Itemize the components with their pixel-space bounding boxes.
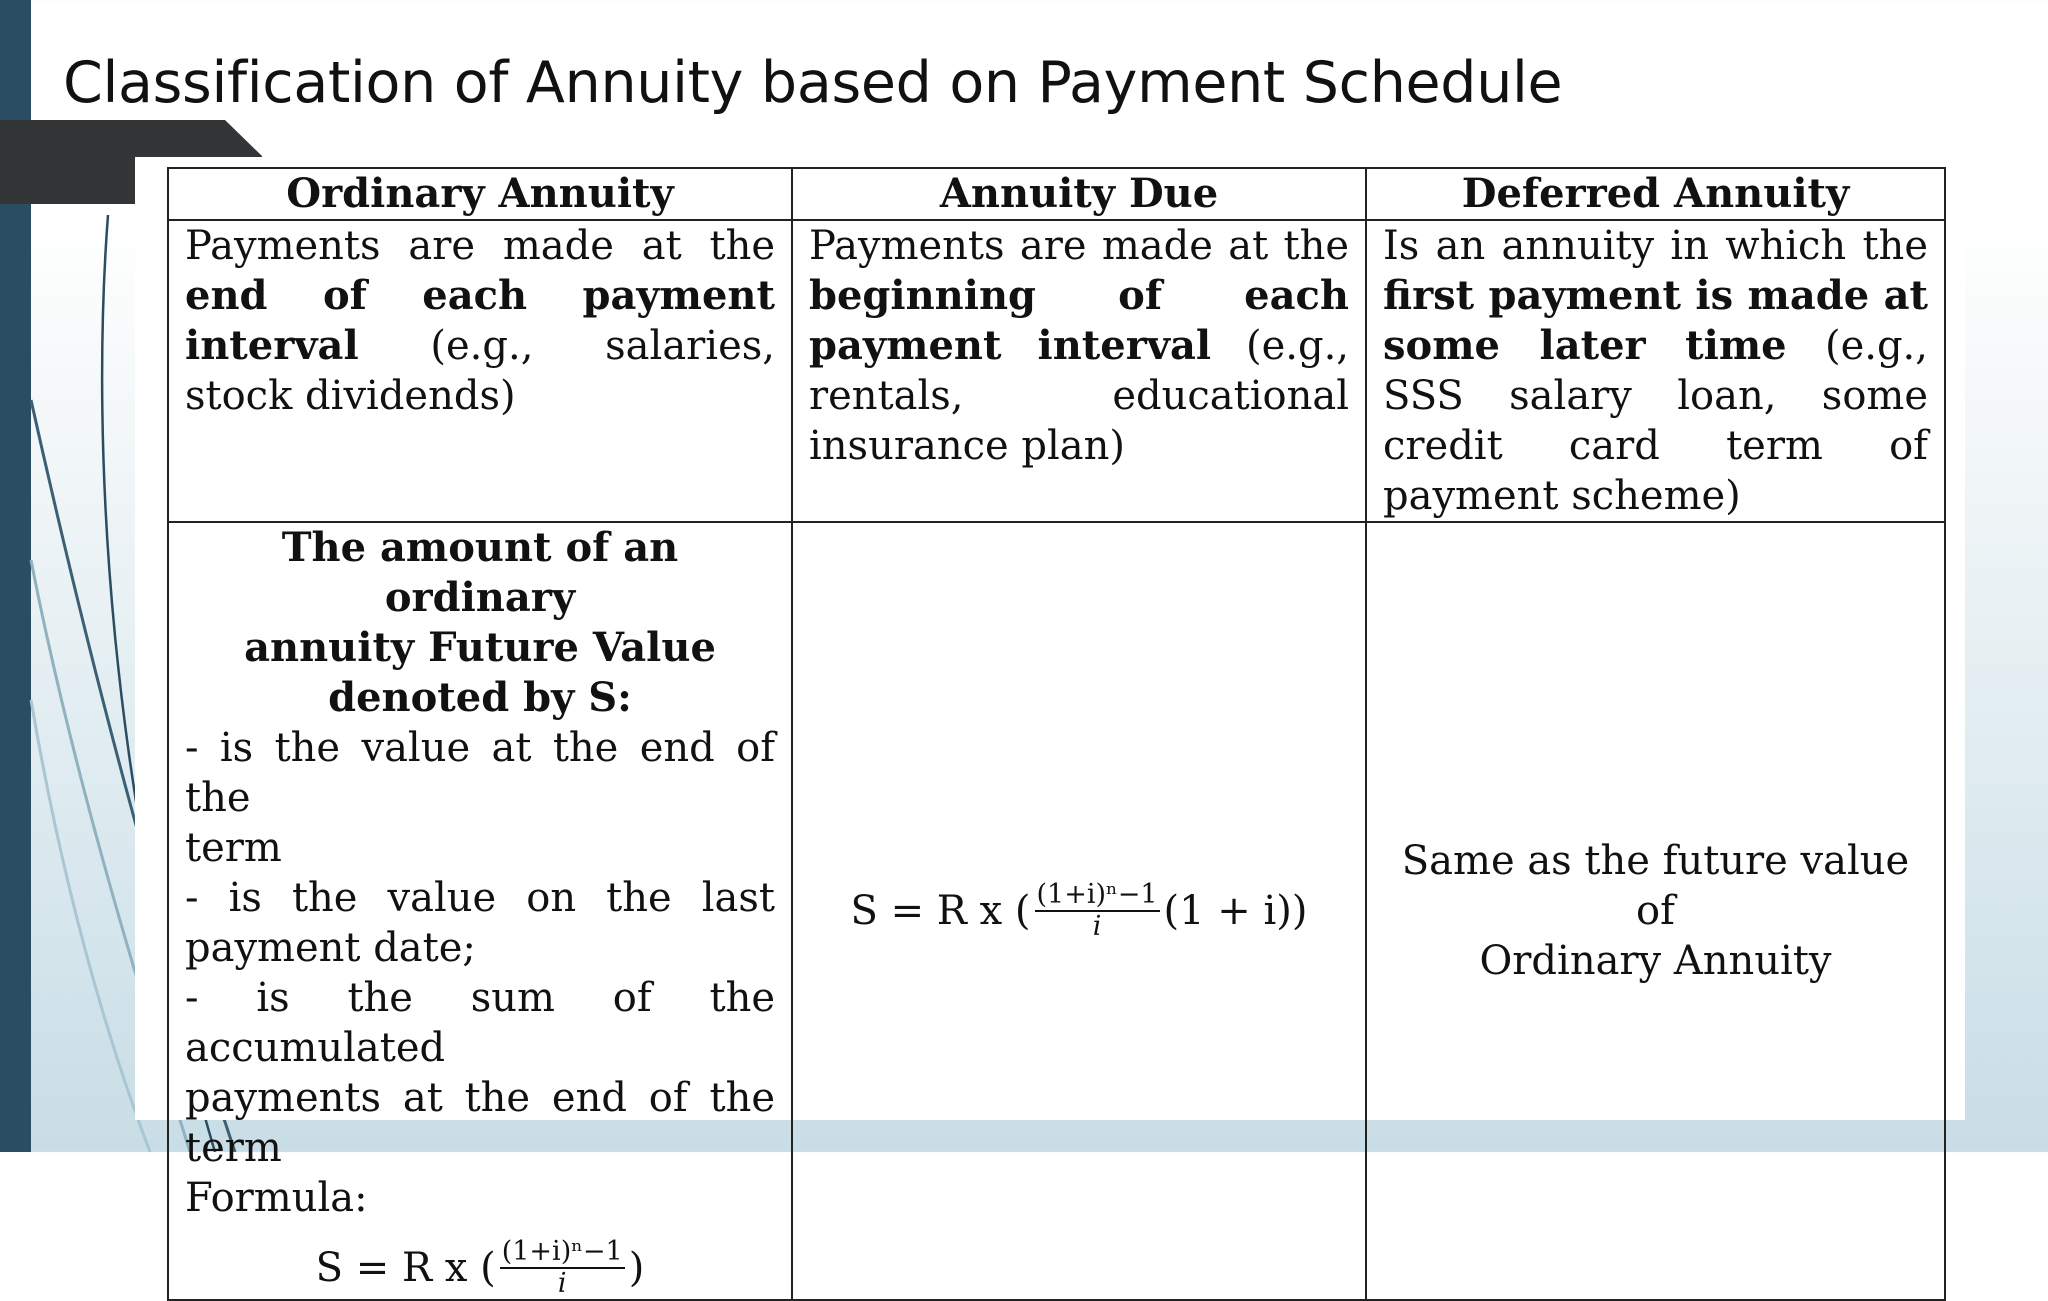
deferred-note-line: Ordinary Annuity [1479, 938, 1832, 984]
formula-numerator: (1+i)ⁿ−1 [501, 1236, 623, 1267]
deferred-definition-cell [1366, 220, 1945, 522]
deferred-future-value-cell [1366, 522, 1945, 1300]
future-value-description-line: term [185, 825, 282, 871]
annuity-due-formula [850, 880, 1307, 942]
formula-numerator: (1+i)ⁿ−1 [1036, 879, 1158, 910]
formula-rhs: (1 + i)) [1163, 888, 1308, 934]
definition-text: Payments are made at the [185, 223, 775, 269]
formula-fraction [1035, 880, 1160, 942]
definition-examples: (e.g., rentals, educational insurance plan) [809, 323, 1349, 469]
definition-text: Is an annuity in which the [1383, 223, 1928, 269]
definition-emphasis: end of each payment interval [185, 272, 775, 369]
header-ordinary-annuity: Ordinary Annuity [168, 168, 792, 220]
formula-lhs: S = R x ( [315, 1245, 496, 1291]
formula-label: Formula: [185, 1175, 368, 1221]
future-value-heading-line: denoted by S: [328, 674, 632, 721]
slide-title: Classification of Annuity based on Payment Schedule [63, 50, 1563, 116]
future-value-heading-line: The amount of an ordinary [281, 524, 679, 621]
due-future-value-cell [792, 522, 1366, 1300]
formula-fraction [500, 1237, 625, 1299]
due-definition-cell [792, 220, 1366, 522]
future-value-description-line: payments at the end of the term [185, 1075, 775, 1171]
definition-examples: (e.g., SSS salary loan, some credit card term of payment scheme) [1383, 323, 1928, 519]
formula-denominator: i [1092, 911, 1102, 942]
table-header-row [168, 168, 1945, 220]
future-value-description-line: - is the sum of the accumulated [185, 975, 775, 1071]
header-deferred-annuity: Deferred Annuity [1366, 168, 1945, 220]
ordinary-future-value-cell [168, 522, 792, 1300]
ordinary-definition-cell [168, 220, 792, 522]
future-value-heading-line: annuity Future Value [244, 624, 716, 671]
definition-examples: (e.g., salaries, stock dividends) [185, 323, 775, 419]
formula-denominator: i [557, 1268, 567, 1299]
definition-emphasis: beginning of each payment interval [809, 272, 1349, 369]
definition-row [168, 220, 1945, 522]
deferred-note-line: Same as the future value of [1401, 838, 1910, 934]
formula-lhs: S = R x ( [850, 888, 1031, 934]
definition-emphasis: first payment is made at some later time [1383, 272, 1928, 369]
header-annuity-due: Annuity Due [792, 168, 1366, 220]
formula-rhs: ) [628, 1245, 645, 1291]
future-value-description-line: payment date; [185, 925, 476, 971]
annuity-classification-table [167, 167, 1946, 1301]
future-value-description-line: - is the value at the end of the [185, 725, 775, 821]
future-value-description-line: - is the value on the last [185, 875, 775, 921]
future-value-row [168, 522, 1945, 1300]
definition-text: Payments are made at the [809, 223, 1349, 269]
ordinary-annuity-formula [185, 1237, 775, 1299]
